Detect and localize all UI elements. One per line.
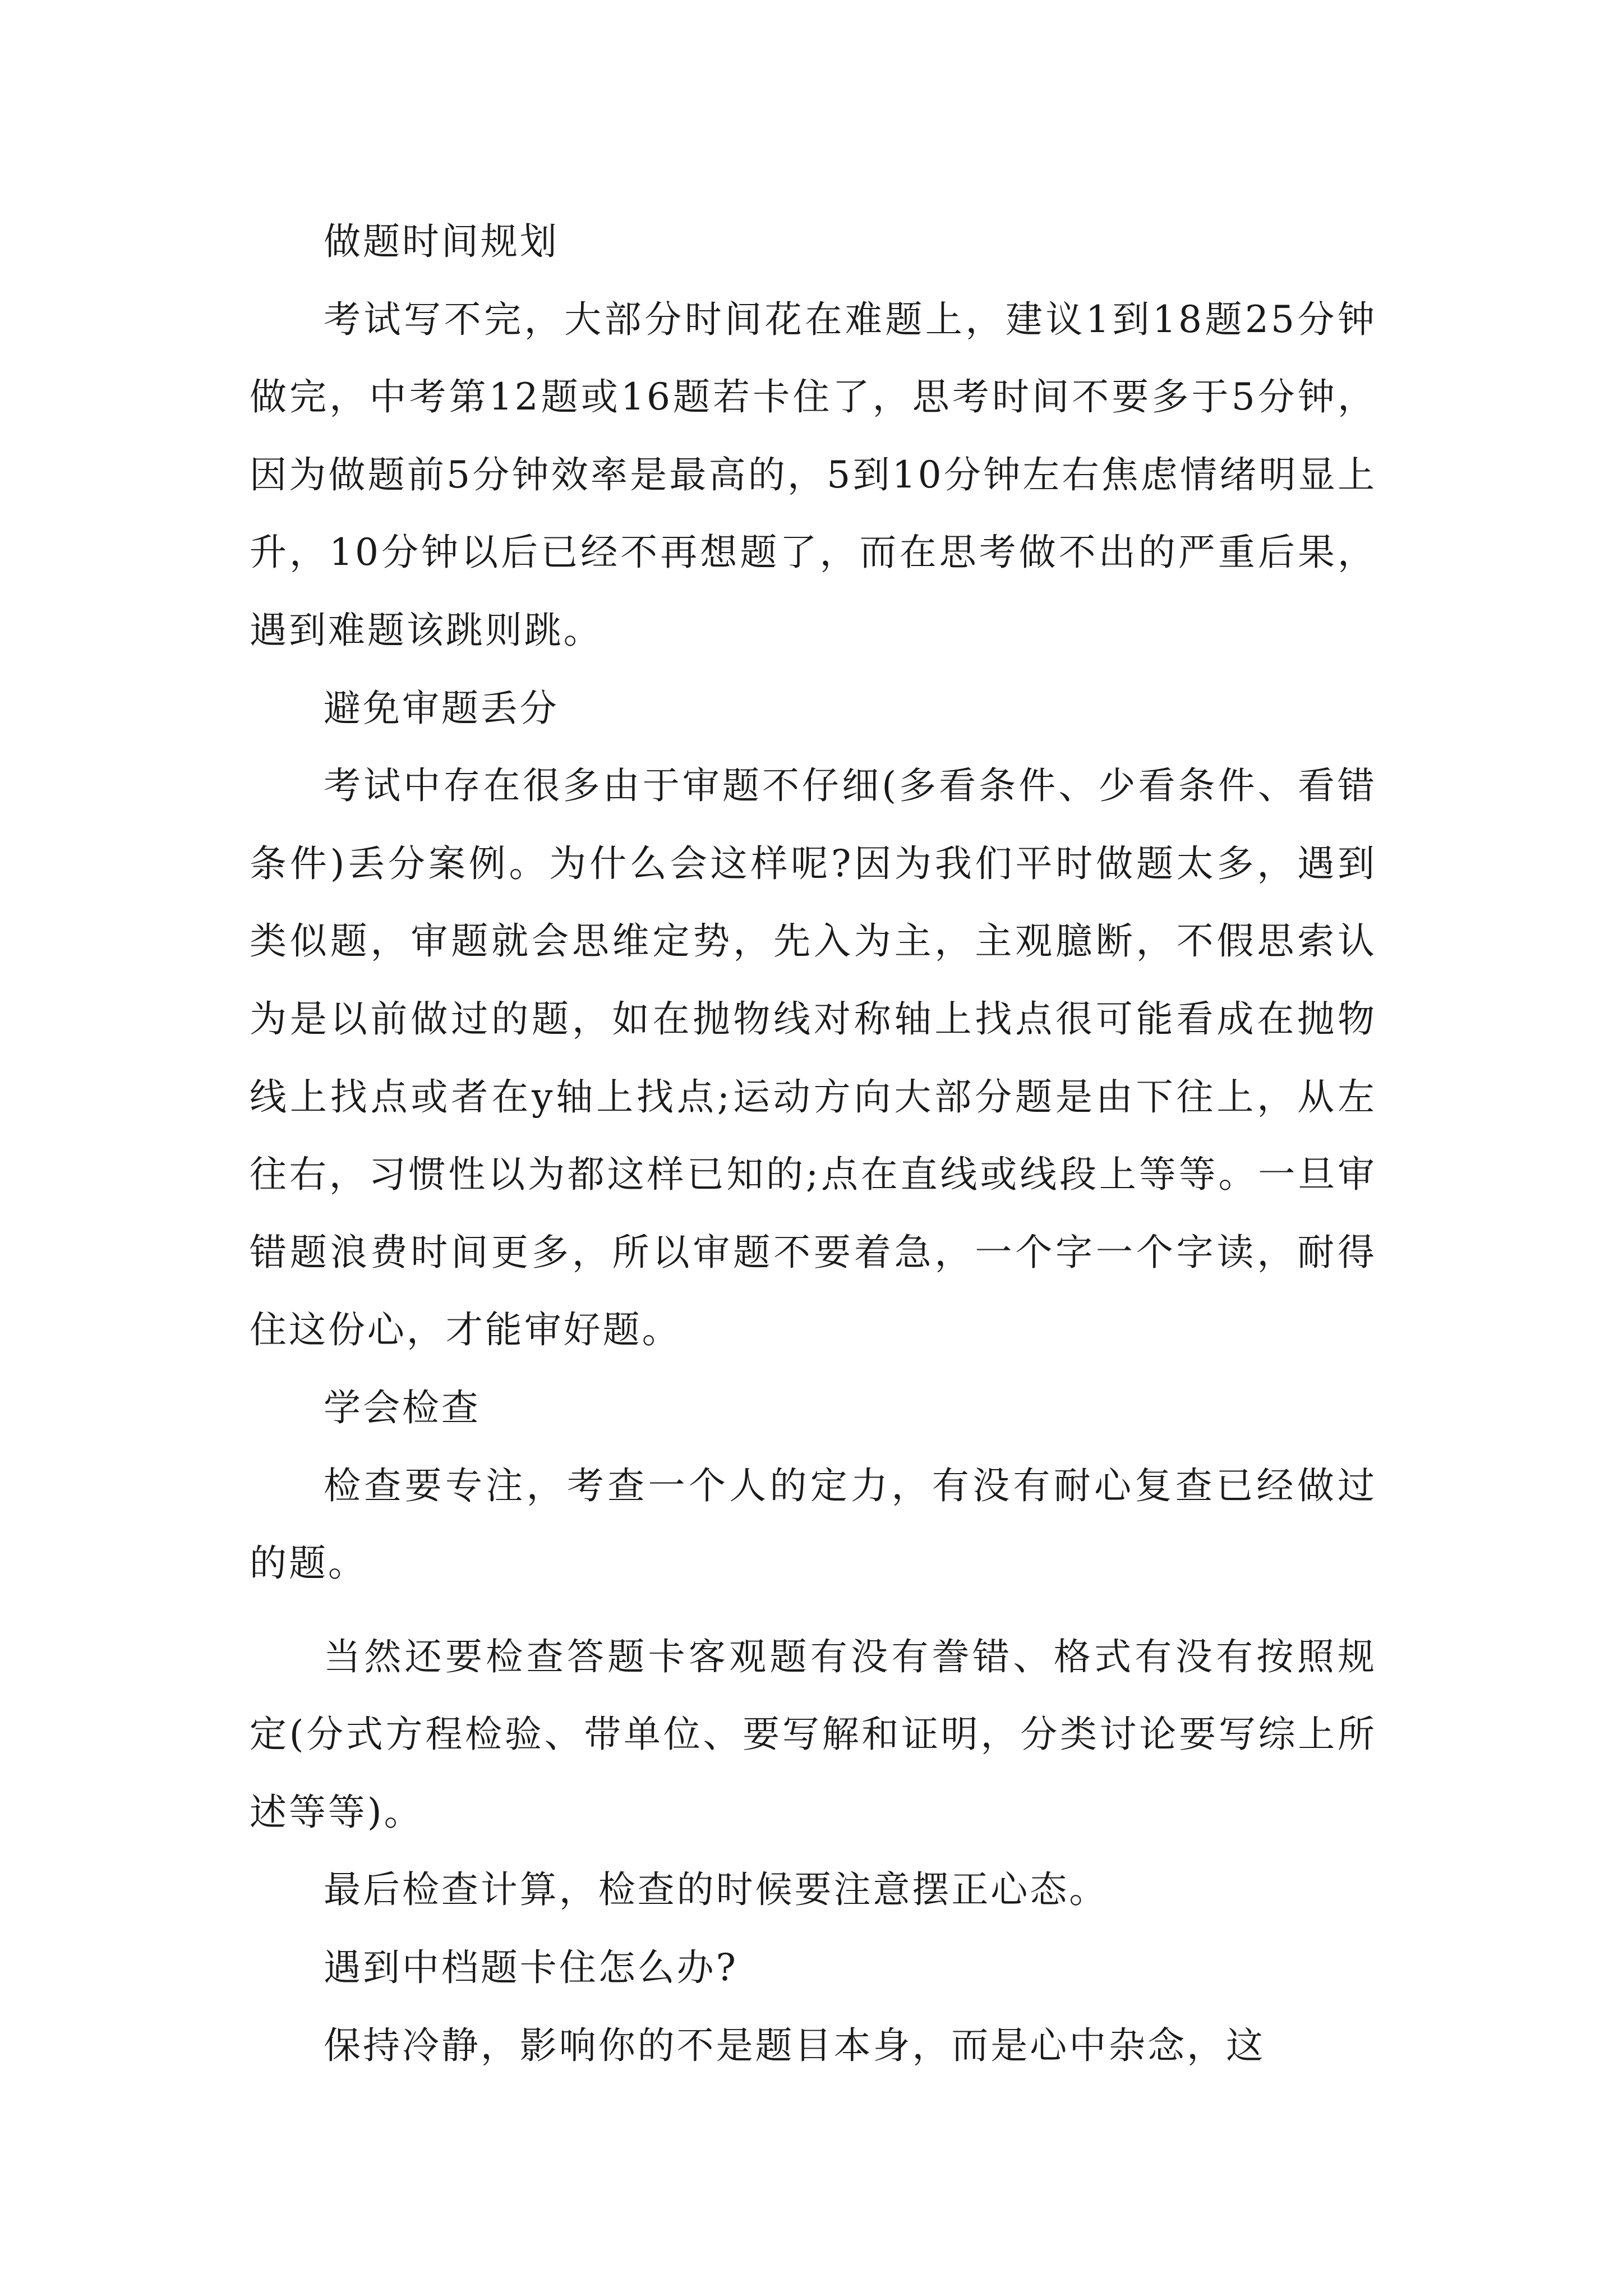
section-heading-avoid-misreading: 避免审题丢分 — [324, 686, 559, 730]
paragraph-check-answer-card: 当然还要检查答题卡客观题有没有誊错、格式有没有按照规定(分式方程检验、带单位、要写解和证明，分类讨论要写综上所述等等)。 — [250, 1635, 1377, 1834]
paragraph-check-calculation: 最后检查计算，检查的时候要注意摆正心态。 — [324, 1868, 1109, 1912]
paragraph-time-planning: 考试写不完，大部分时间花在难题上，建议1到18题25分钟做完，中考第12题或16题若卡住了，思考时间不要多于5分钟，因为做题前5分钟效率是最高的，5到10分钟左右焦虑情绪明显上升，10分钟以后已经不再想题了，而在思考做不出的严重后果，遇到难题该跳则跳。 — [250, 297, 1377, 652]
section-heading-time-planning: 做题时间规划 — [324, 220, 559, 263]
paragraph-stay-calm: 保持冷静，影响你的不是题目本身，而是心中杂念，这 — [324, 2023, 1266, 2067]
paragraph-check-focus: 检查要专注，考查一个人的定力，有没有耐心复查已经做过的题。 — [250, 1464, 1377, 1585]
section-heading-stuck-on-medium: 遇到中档题卡住怎么办? — [324, 1946, 738, 1990]
document-body — [250, 203, 1377, 2085]
paragraph-avoid-misreading: 考试中存在很多由于审题不仔细(多看条件、少看条件、看错条件)丢分案例。为什么会这样呢?因为我们平时做题太多，遇到类似题，审题就会思维定势，先入为主，主观臆断，不假思索认为是以前做过的题，如在抛物线对称轴上找点很可能看成在抛物线上找点或者在y轴上找点;运动方向大部分题是由下往上，从左往右，习惯性以为都这样已知的;点在直线或线段上等等。一旦审错题浪费时间更多，所以审题不要着急，一个字一个字读，耐得住这份心，才能审好题。 — [250, 764, 1377, 1352]
section-heading-learn-to-check: 学会检查 — [324, 1386, 481, 1429]
